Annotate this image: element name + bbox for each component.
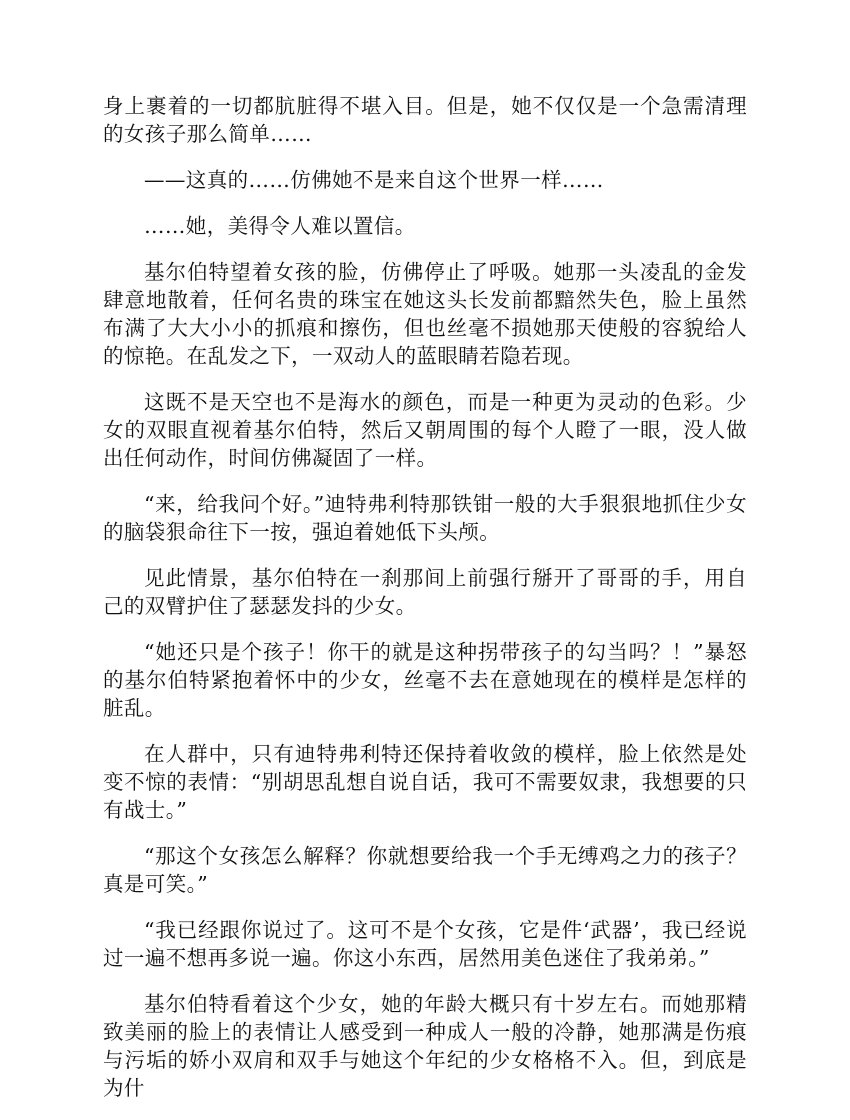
paragraph: “她还只是个孩子！你干的就是这种拐带孩子的勾当吗？！”暴怒的基尔伯特紧抱着怀中的少女，丝毫不去在意她现在的模样是怎样的脏乱。 bbox=[103, 640, 747, 720]
paragraph: 基尔伯特看着这个少女，她的年龄大概只有十岁左右。而她那精致美丽的脸上的表情让人感受到一种成人一般的冷静，她那满是伤痕与污垢的娇小双肩和双手与她这个年纪的少女格格不入。但，到底是为什 bbox=[103, 992, 747, 1100]
paragraph: 这既不是天空也不是海水的颜色，而是一种更为灵动的色彩。少女的双眼直视着基尔伯特，然后又朝周围的每个人瞪了一眼，没人做出任何动作，时间仿佛凝固了一样。 bbox=[103, 390, 747, 470]
document-body bbox=[103, 92, 747, 1120]
paragraph: 见此情景，基尔伯特在一刹那间上前强行掰开了哥哥的手，用自己的双臂护住了瑟瑟发抖的少女。 bbox=[103, 566, 747, 618]
paragraph: “我已经跟你说过了。这可不是个女孩，它是件‘武器’，我已经说过一遍不想再多说一遍。你这小东西，居然用美色迷住了我弟弟。” bbox=[103, 918, 747, 970]
paragraph: “那这个女孩怎么解释？你就想要给我一个手无缚鸡之力的孩子？真是可笑。” bbox=[103, 844, 747, 896]
paragraph: 在人群中，只有迪特弗利特还保持着收敛的模样，脸上依然是处变不惊的表情：“别胡思乱想自说自话，我可不需要奴隶，我想要的只有战士。” bbox=[103, 742, 747, 822]
paragraph: ……她，美得令人难以置信。 bbox=[144, 214, 416, 238]
paragraph: 身上裹着的一切都肮脏得不堪入目。但是，她不仅仅是一个急需清理的女孩子那么简单…… bbox=[103, 94, 747, 146]
paragraph: “来，给我问个好。”迪特弗利特那铁钳一般的大手狠狠地抓住少女的脑袋狠命往下一按，强迫着她低下头颅。 bbox=[103, 492, 747, 544]
paragraph: 基尔伯特望着女孩的脸，仿佛停止了呼吸。她那一头凌乱的金发肆意地散着，任何名贵的珠宝在她这头长发前都黯然失色，脸上虽然布满了大大小小的抓痕和擦伤，但也丝毫不损她那天使般的容貌给人的惊艳。在乱发之下，一双动人的蓝眼睛若隐若现。 bbox=[103, 260, 747, 368]
paragraph: ——这真的……仿佛她不是来自这个世界一样…… bbox=[144, 168, 604, 192]
